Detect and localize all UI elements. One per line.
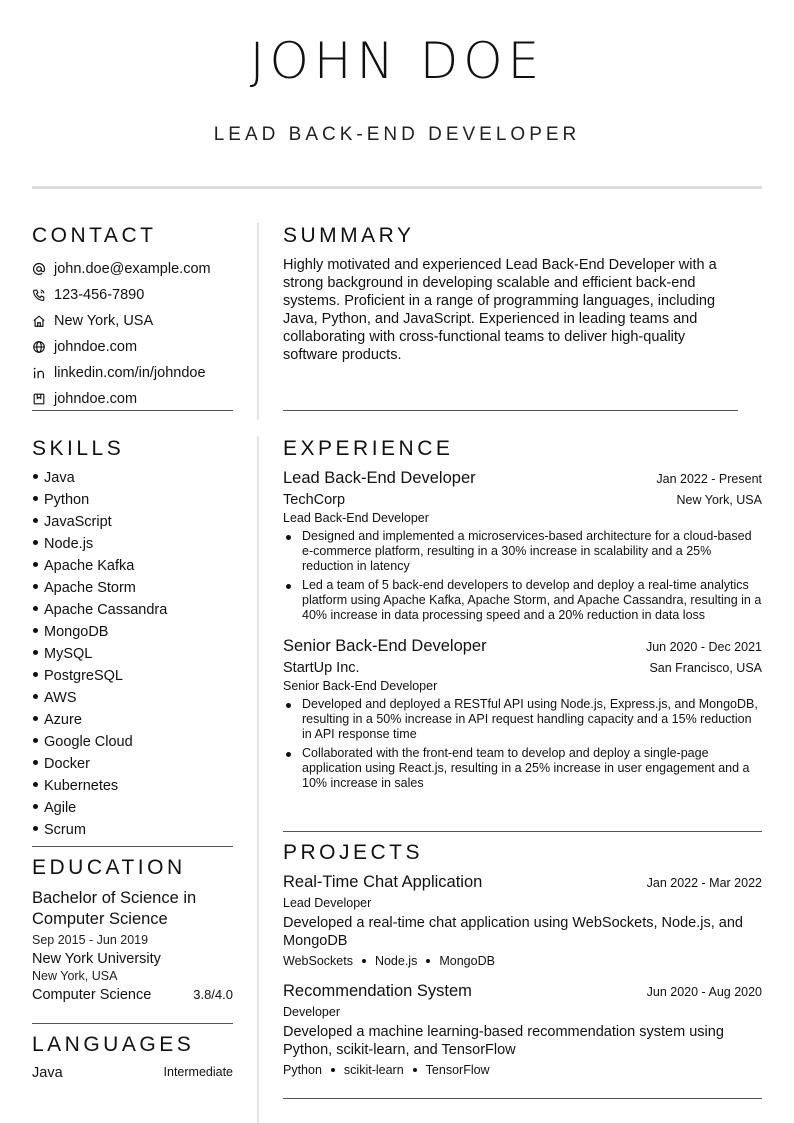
globe-icon (32, 340, 46, 354)
at-icon (32, 262, 46, 276)
job-bullet (283, 697, 762, 742)
skill-item (32, 489, 233, 511)
language-item (32, 1065, 233, 1081)
contact-portfolio[interactable] (32, 386, 233, 412)
bullet-dot (33, 782, 38, 787)
experience-section (283, 437, 762, 795)
project-entry (283, 982, 762, 1077)
bullet-dot (33, 584, 38, 589)
project-tags (283, 954, 762, 968)
experience-heading: EXPERIENCE (283, 437, 454, 460)
portfolio-icon (32, 392, 46, 406)
project-tag: WebSockets (283, 954, 353, 968)
bullet-dot (33, 826, 38, 831)
skill-label: MongoDB (44, 624, 109, 640)
job-dates: Jun 2020 - Dec 2021 (645, 640, 762, 654)
summary-section (283, 224, 738, 364)
projects-heading: PROJECTS (283, 841, 424, 864)
job-role: Senior Back-End Developer (283, 679, 438, 693)
project-description: Developed a machine learning-based recommendation system using Python, scikit-learn, and TensorFlow (283, 1024, 724, 1058)
skills-section (32, 437, 233, 841)
job-bullet (283, 746, 762, 791)
skill-item (32, 599, 233, 621)
contact-website-text: johndoe.com (54, 339, 138, 355)
skill-label: Node.js (44, 536, 94, 552)
job-bullet-text: Led a team of 5 back-end developers to develop and deploy a real-time analytics platform using Apache Kafka, Apache Storm, and Apache Cassandra, resulting in a 40% increase in data processing speed and a 20% reduction in data loss (302, 578, 762, 622)
candidate-name: JOHN DOE (249, 32, 545, 90)
summary-heading: SUMMARY (283, 224, 415, 247)
header-divider (32, 186, 762, 189)
skill-item (32, 731, 233, 753)
tag-separator-dot (413, 1068, 417, 1072)
projects-section (283, 841, 762, 1077)
column-divider-top (257, 223, 259, 420)
column-divider-bottom (257, 436, 259, 1123)
bullet-dot (33, 804, 38, 809)
summary-text: Highly motivated and experienced Lead Back-End Developer with a strong background in developing scalable and efficient back-end systems. Proficient in a range of programming languages, including Java, Python, and JavaScript. Experienced in leading teams and collaborating with cross-functional teams to deliver high-quality software products. (283, 257, 717, 363)
contact-phone-text: 123-456-7890 (54, 287, 145, 303)
job-location: San Francisco, USA (649, 661, 762, 675)
skill-label: JavaScript (44, 514, 112, 530)
bullet-dot (33, 496, 38, 501)
skill-item (32, 797, 233, 819)
skill-item (32, 665, 233, 687)
skill-label: PostgreSQL (44, 668, 123, 684)
skill-label: Docker (44, 756, 90, 772)
skill-label: Apache Cassandra (44, 602, 168, 618)
bullet-dot (33, 672, 38, 677)
contact-divider (32, 410, 233, 411)
contact-phone[interactable] (32, 282, 233, 308)
job-entry (283, 637, 762, 791)
resume-header (0, 0, 794, 192)
job-entry (283, 469, 762, 623)
education-section (32, 856, 233, 1003)
projects-divider (283, 1098, 762, 1099)
bullet-dot (286, 752, 291, 757)
bullet-dot (286, 703, 291, 708)
education-dates: Sep 2015 - Jun 2019 (32, 933, 149, 947)
contact-location-text: New York, USA (54, 313, 154, 329)
contact-section (32, 224, 233, 412)
skill-label: Azure (44, 712, 82, 728)
contact-heading: CONTACT (32, 224, 157, 247)
bullet-dot (33, 606, 38, 611)
project-description: Developed a real-time chat application using WebSockets, Node.js, and MongoDB (283, 915, 743, 949)
contact-location (32, 308, 233, 334)
bullet-dot (33, 694, 38, 699)
skill-item (32, 621, 233, 643)
summary-divider (283, 410, 738, 411)
job-bullet-text: Developed and deployed a RESTful API using Node.js, Express.js, and MongoDB, resulting in a 50% increase in API request handling capacity and a 15% reduction in API response time (302, 697, 758, 741)
job-bullet (283, 578, 762, 623)
job-company: StartUp Inc. (283, 660, 360, 676)
job-bullet-text: Collaborated with the front-end team to develop and deploy a single-page application using React.js, resulting in a 25% increase in user engagement and a 10% increase in sales (302, 746, 750, 790)
job-role: Lead Back-End Developer (283, 511, 429, 525)
project-role: Lead Developer (283, 896, 372, 910)
skill-item (32, 467, 233, 489)
project-dates: Jun 2020 - Aug 2020 (646, 985, 762, 999)
job-bullet-text: Designed and implemented a microservices-based architecture for a cloud-based e-commerce platform, resulting in a 30% increase in scalability and a 25% reduction in latency (302, 529, 752, 573)
skill-label: Kubernetes (44, 778, 119, 794)
contact-website[interactable] (32, 334, 233, 360)
job-title: Lead Back-End Developer (283, 469, 476, 487)
bullet-dot (286, 584, 291, 589)
tag-separator-dot (426, 959, 430, 963)
education-divider (32, 1023, 233, 1024)
language-level: Intermediate (163, 1065, 233, 1079)
skill-label: Scrum (44, 822, 86, 838)
project-title: Real-Time Chat Application (283, 873, 483, 891)
skill-item (32, 753, 233, 775)
bullet-dot (33, 760, 38, 765)
bullet-dot (33, 518, 38, 523)
skill-item (32, 687, 233, 709)
project-tag: MongoDB (439, 954, 495, 968)
job-location: New York, USA (676, 493, 762, 507)
project-title: Recommendation System (283, 982, 472, 1000)
contact-linkedin[interactable] (32, 360, 233, 386)
skill-label: Agile (44, 800, 77, 816)
job-dates: Jan 2022 - Present (656, 472, 762, 486)
project-tag: Python (283, 1063, 322, 1077)
project-tag: TensorFlow (425, 1063, 490, 1077)
education-degree: Bachelor of Science in Computer Science (32, 889, 197, 928)
education-gpa: 3.8/4.0 (193, 987, 233, 1002)
skill-item (32, 555, 233, 577)
education-heading: EDUCATION (32, 856, 186, 879)
skill-label: Apache Kafka (44, 558, 135, 574)
skill-item (32, 577, 233, 599)
contact-email[interactable] (32, 256, 233, 282)
skills-divider (32, 846, 233, 847)
contact-email-text: john.doe@example.com (54, 261, 211, 277)
project-entry (283, 873, 762, 968)
skill-label: Google Cloud (44, 734, 133, 750)
contact-portfolio-text: johndoe.com (54, 391, 138, 407)
skill-label: Apache Storm (44, 580, 136, 596)
bullet-dot (33, 474, 38, 479)
skill-item (32, 709, 233, 731)
education-location: New York, USA (32, 969, 118, 983)
candidate-title: LEAD BACK-END DEVELOPER (213, 124, 581, 145)
skill-label: MySQL (44, 646, 93, 662)
skill-label: AWS (44, 690, 77, 706)
languages-heading: LANGUAGES (32, 1033, 195, 1056)
bullet-dot (33, 650, 38, 655)
skills-heading: SKILLS (32, 437, 125, 460)
languages-section (32, 1033, 233, 1081)
job-bullet (283, 529, 762, 574)
job-company: TechCorp (283, 492, 346, 508)
tag-separator-dot (362, 959, 366, 963)
bullet-dot (33, 716, 38, 721)
skill-label: Python (44, 492, 90, 508)
linkedin-icon (32, 366, 46, 380)
phone-icon (32, 288, 46, 302)
experience-divider (283, 831, 762, 832)
project-tag: scikit-learn (343, 1063, 404, 1077)
bullet-dot (33, 628, 38, 633)
job-title: Senior Back-End Developer (283, 637, 487, 655)
skill-item (32, 819, 233, 841)
bullet-dot (33, 738, 38, 743)
language-name: Java (32, 1065, 63, 1081)
skill-item (32, 643, 233, 665)
project-tags (283, 1063, 762, 1077)
bullet-dot (33, 562, 38, 567)
education-field-row (32, 987, 233, 1003)
skill-label: Java (44, 470, 75, 486)
skill-item (32, 533, 233, 555)
education-field: Computer Science (32, 987, 152, 1003)
contact-linkedin-text: linkedin.com/in/johndoe (54, 365, 206, 381)
home-icon (32, 314, 46, 328)
bullet-dot (33, 540, 38, 545)
skill-item (32, 775, 233, 797)
project-role: Developer (283, 1005, 340, 1019)
skill-item (32, 511, 233, 533)
project-tag: Node.js (374, 954, 418, 968)
bullet-dot (286, 535, 291, 540)
education-school: New York University (32, 951, 161, 967)
project-dates: Jan 2022 - Mar 2022 (646, 876, 762, 890)
tag-separator-dot (331, 1068, 335, 1072)
